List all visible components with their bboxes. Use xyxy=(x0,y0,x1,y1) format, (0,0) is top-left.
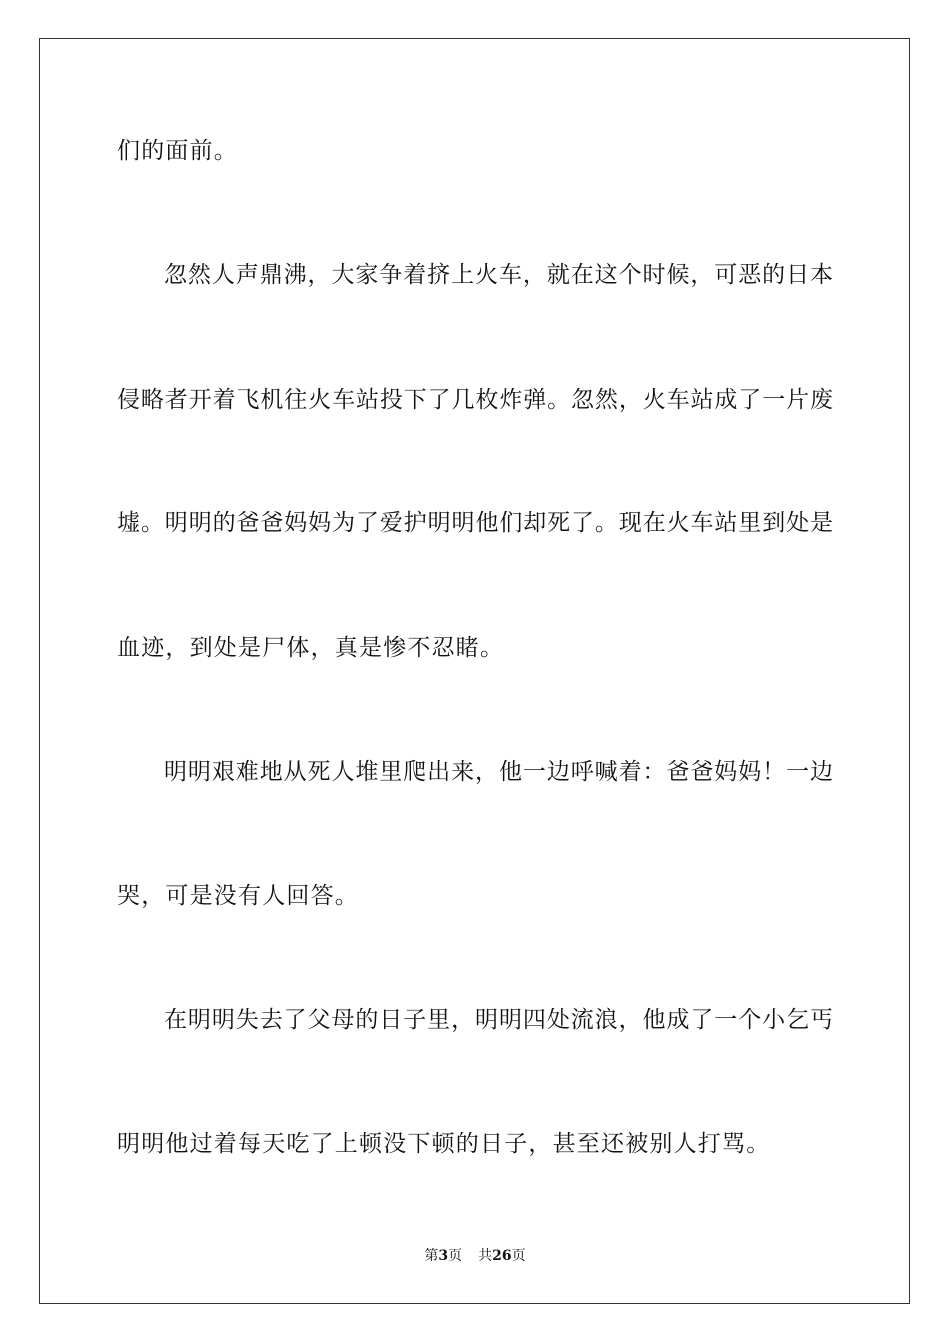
page-number: 3 xyxy=(438,1248,449,1264)
total-suffix: 页 xyxy=(511,1248,526,1264)
page-prefix: 第 xyxy=(424,1248,439,1264)
text-line: 墟。明明的爸爸妈妈为了爱护明明他们却死了。现在火车站里到处是 xyxy=(117,510,833,536)
page-footer xyxy=(0,1246,950,1266)
text-line: 明明艰难地从死人堆里爬出来，他一边呼喊着：爸爸妈妈！一边 xyxy=(164,759,833,785)
total-prefix: 共 xyxy=(478,1248,493,1264)
text-line: 明明他过着每天吃了上顿没下顿的日子，甚至还被别人打骂。 xyxy=(117,1131,771,1157)
text-line: 哭，可是没有人回答。 xyxy=(117,883,359,909)
page-suffix: 页 xyxy=(448,1248,463,1264)
text-line: 在明明失去了父母的日子里，明明四处流浪，他成了一个小乞丐 xyxy=(164,1007,833,1033)
text-line: 忽然人声鼎沸，大家争着挤上火车，就在这个时候，可恶的日本 xyxy=(164,262,833,288)
text-line: 们的面前。 xyxy=(117,138,238,164)
text-line: 侵略者开着飞机往火车站投下了几枚炸弹。忽然，火车站成了一片废 xyxy=(117,387,833,413)
total-pages: 26 xyxy=(492,1248,512,1264)
text-line: 血迹，到处是尸体，真是惨不忍睹。 xyxy=(117,635,505,661)
page-border xyxy=(39,38,910,1304)
